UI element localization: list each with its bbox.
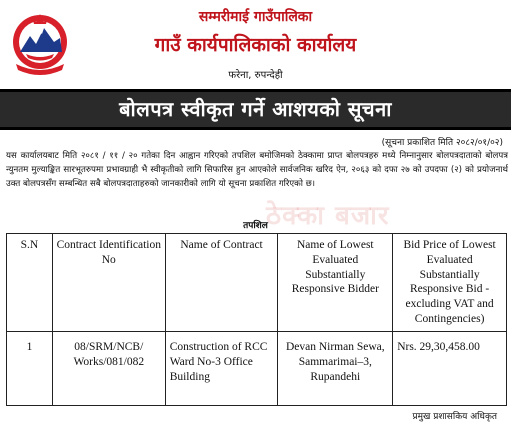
office-name: गाउँ कार्यपालिकाको कार्यालय: [154, 34, 357, 56]
header-contract-id: Contract Identification No: [52, 234, 165, 332]
header-bidder: Name of Lowest Evaluated Substantially Responsive Bidder: [278, 234, 393, 332]
table-header-row: [7, 234, 507, 332]
publication-date: (सूचना प्रकाशित मिति २०८२/०१/०२): [381, 138, 503, 148]
municipality-name: सम्मरीमाई गाउँपालिका: [198, 9, 313, 25]
bid-table: [6, 233, 507, 406]
header-sn: S.N: [7, 234, 53, 332]
header-bid-price: Bid Price of Lowest Evaluated Substantially Responsive Bid - excluding VAT and Contingencies): [393, 234, 507, 332]
cell-contract-name: Construction of RCC Ward No-3 Office Building: [165, 331, 278, 405]
table-row: [7, 331, 507, 405]
watermark: ठेक्का बजार: [266, 201, 390, 231]
signatory: प्रमुख प्रशासकिय अधिकृत: [412, 412, 497, 422]
cell-contract-id: 08/SRM/NCB/ Works/081/082: [52, 331, 165, 405]
letterhead: [0, 0, 511, 88]
cell-sn: 1: [7, 331, 53, 405]
notice-body: यस कार्यालयबाट मिति २०८१ / ११ / २० गतेका दिन आह्वान गरिएको तपशिल बमोजिमको ठेक्कामा प्राप्त बोलपत्रहरु मध्ये निम्नानुसार बोलपत्रदाताको बोलपत्र न्युनतम मुल्याङ्कित सारभूतरुपमा प्रभावग्राही भै स्वीकृतीको लागि सिफारिस हुन आएकोले सार्वजनिक खरिद ऐन, २०६३ को दफा २७ को उपदफा (२) को प्रयोजनार्थ उक्त बोलपत्रसँग सम्बन्धित सबै बोलपत्रदाताहरुको जानकारीको लागि यो सूचना प्रकाशित गरिएको छ।: [6, 151, 508, 189]
notice-title: बोलपत्र स्वीकृत गर्ने आशयको सूचना: [119, 97, 392, 121]
cell-bidder: Devan Nirman Sewa, Sammarimai–3, Rupandehi: [278, 331, 393, 405]
notice-title-banner: [0, 89, 511, 130]
table-caption: तपशिल: [243, 221, 268, 231]
cell-bid-price: Nrs. 29,30,458.00: [393, 331, 507, 405]
office-address: फरेना, रुपन्देही: [228, 70, 283, 81]
header-contract-name: Name of Contract: [165, 234, 278, 332]
